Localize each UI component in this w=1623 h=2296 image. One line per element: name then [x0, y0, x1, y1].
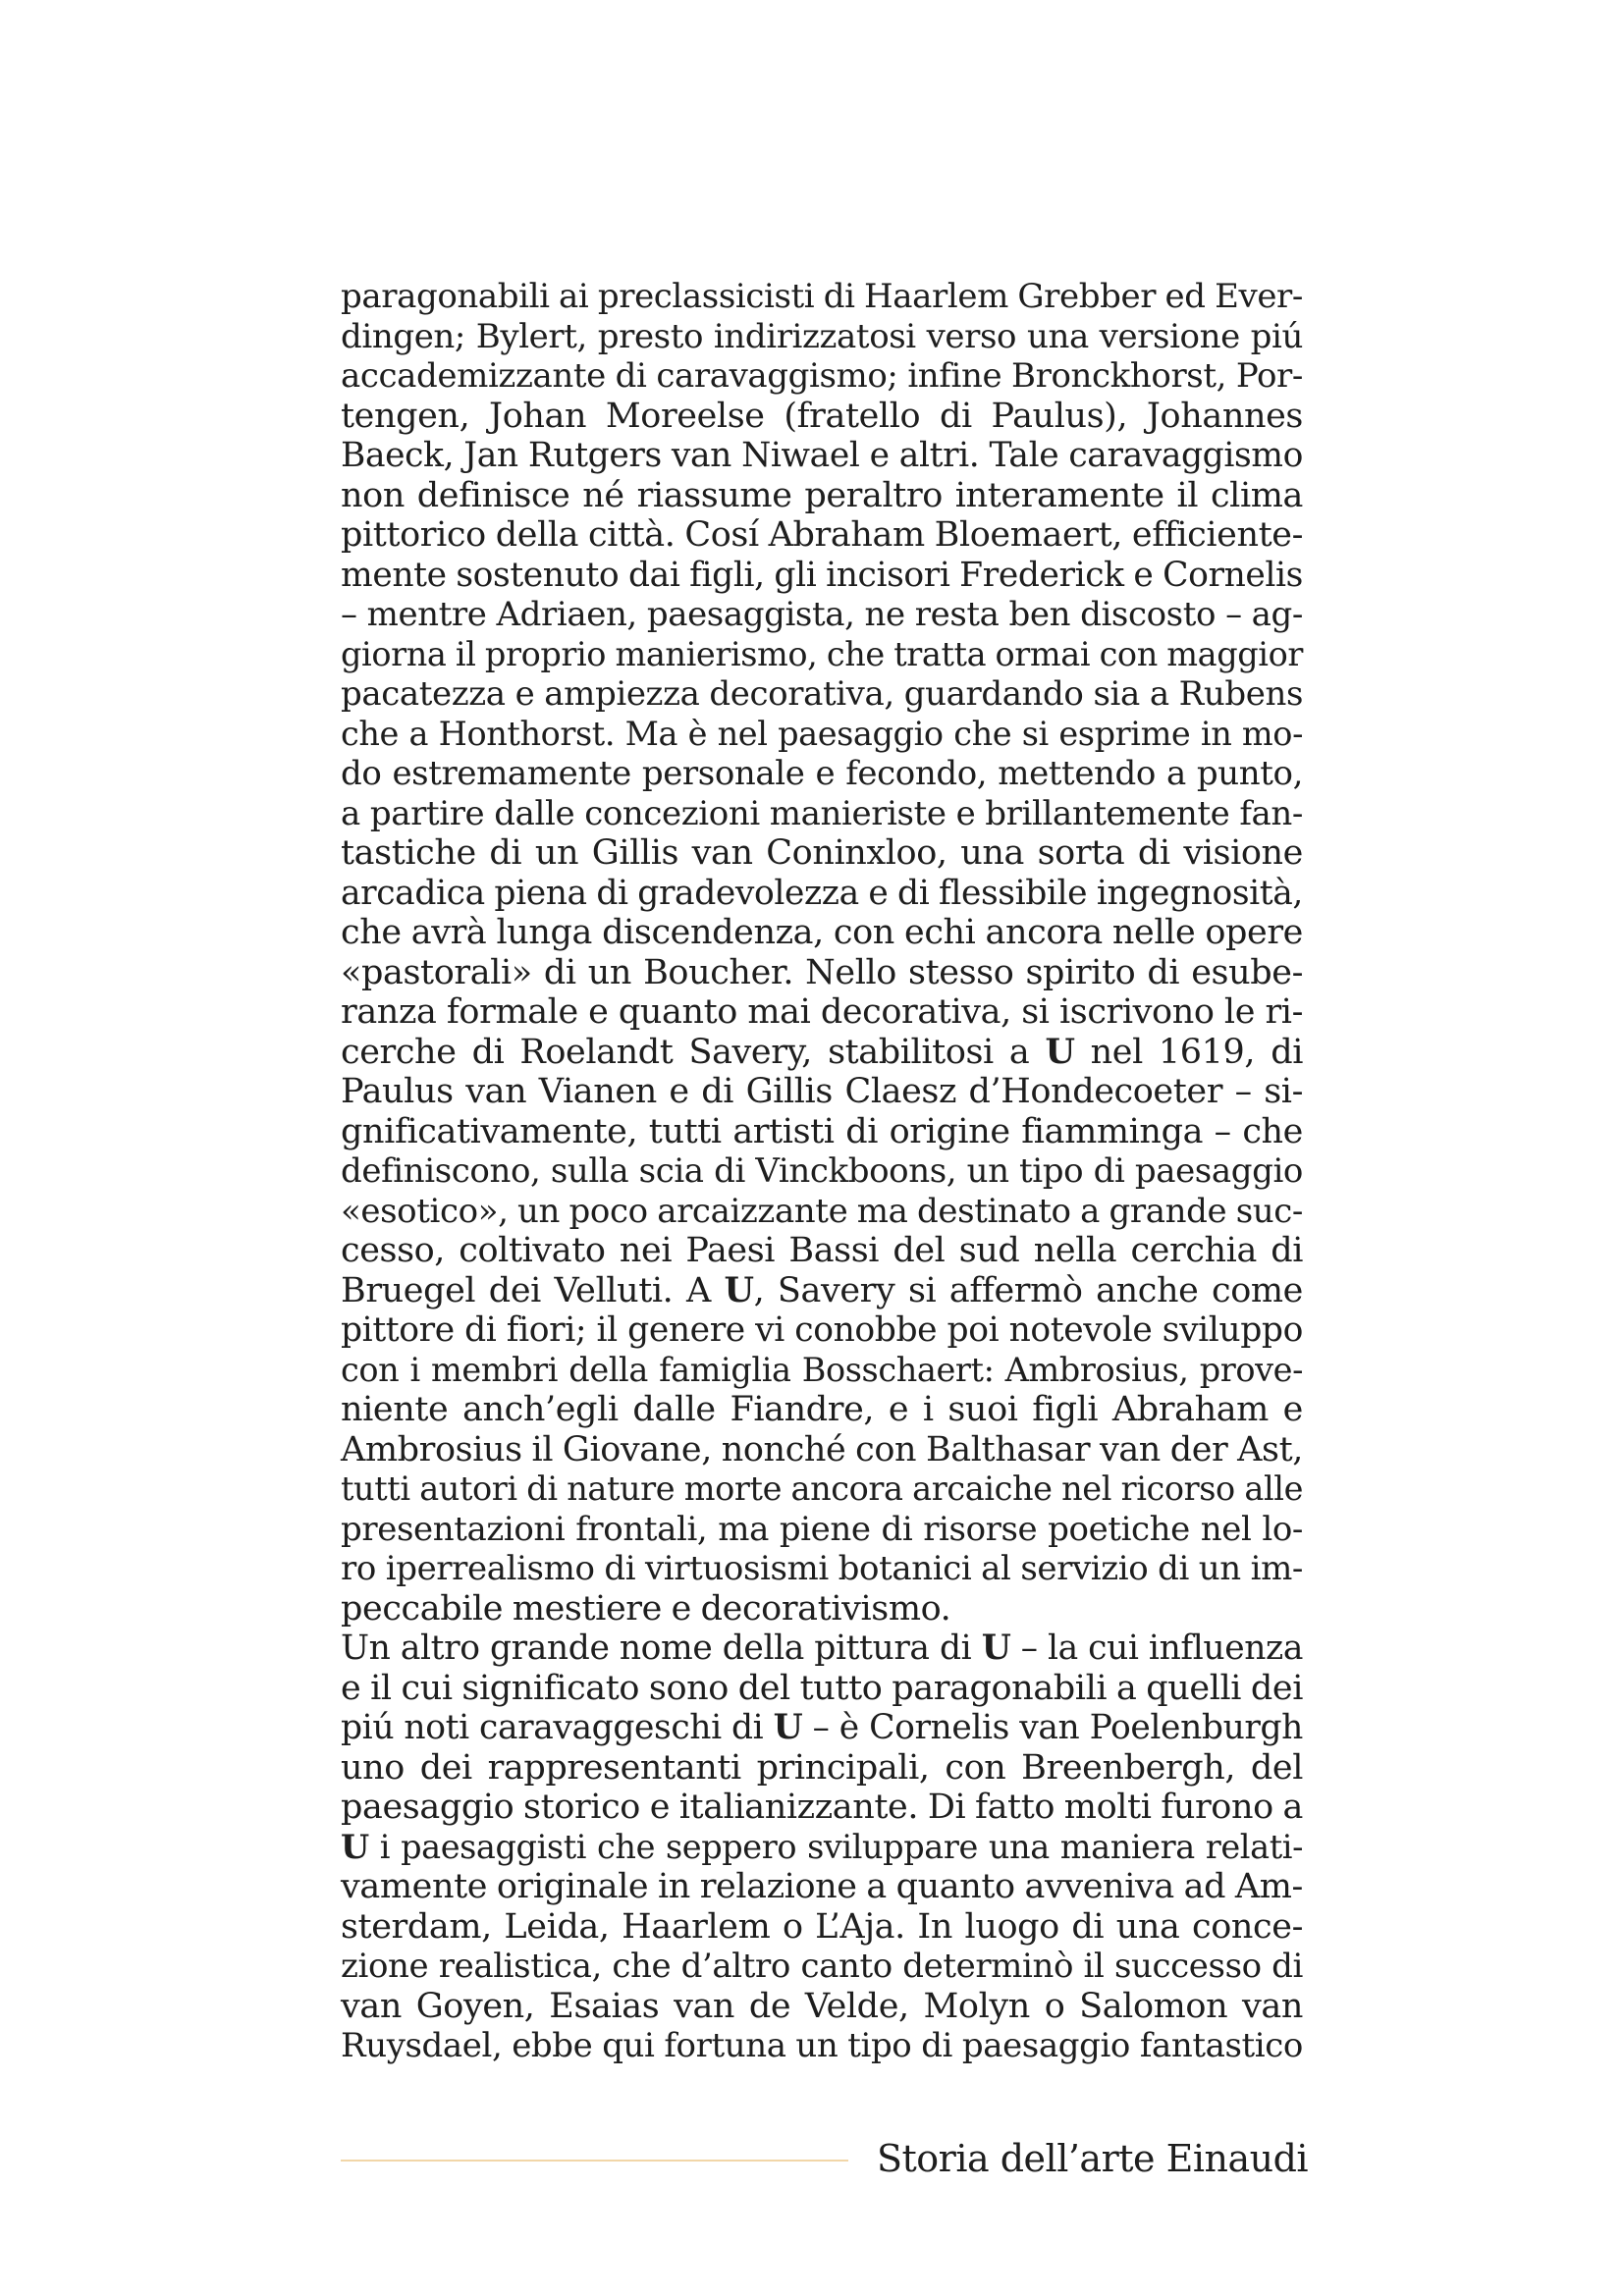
text-line: e il cui significato sono del tutto paragonabili a quelli dei — [341, 1668, 1303, 1708]
text-line: tutti autori di nature morte ancora arcaiche nel ricorso alle — [341, 1469, 1303, 1508]
text-line: pittorico della città. Cosí Abraham Bloemaert, efficiente- — [341, 515, 1303, 555]
text-line: ranza formale e quanto mai decorativa, si iscrivono le ri- — [341, 992, 1303, 1032]
text-line: sterdam, Leida, Haarlem o L’Aja. In luogo di una conce- — [341, 1906, 1303, 1947]
text-line: do estremamente personale e fecondo, mettendo a punto, — [341, 754, 1303, 793]
text-line: gnificativamente, tutti artisti di origine fiamminga – che — [341, 1111, 1303, 1151]
text-line: a partire dalle concezioni manieriste e brillantemente fan- — [341, 793, 1303, 833]
text-segment: Un altro grande nome della pittura di — [341, 1629, 982, 1668]
paragraph-2 — [341, 1629, 1303, 2066]
text-line: tengen, Johan Moreelse (fratello di Paulus), Johannes — [341, 396, 1303, 436]
text-line — [341, 1629, 1303, 1669]
text-line: pittore di fiori; il genere vi conobbe poi notevole sviluppo — [341, 1310, 1303, 1350]
text-segment: – la cui influenza — [1010, 1629, 1303, 1668]
footer-divider — [341, 2160, 848, 2162]
text-segment: , Savery si affermò anche come — [753, 1270, 1303, 1310]
text-line: peccabile mestiere e decorativismo. — [341, 1588, 951, 1629]
city-abbreviation: U — [341, 1827, 369, 1866]
paragraph-1 — [341, 277, 1303, 1629]
text-line: uno dei rappresentanti principali, con Breenbergh, del — [341, 1747, 1303, 1788]
text-line: – mentre Adriaen, paesaggista, ne resta ben discosto – ag- — [341, 595, 1303, 634]
text-line: dingen; Bylert, presto indirizzatosi verso una versione piú — [341, 316, 1303, 356]
text-line: vamente originale in relazione a quanto avveniva ad Am- — [341, 1867, 1303, 1906]
text-segment: – è Cornelis van Poelenburgh — [802, 1708, 1303, 1747]
text-segment: cerche di Roelandt Savery, stabilitosi a — [341, 1032, 1046, 1072]
city-abbreviation: U — [981, 1629, 1011, 1668]
text-line: «esotico», un poco arcaizzante ma destinato a grande suc- — [341, 1191, 1303, 1231]
text-line: zione realistica, che d’altro canto determinò il successo di — [341, 1947, 1303, 1986]
text-line: paragonabili ai preclassicisti di Haarlem Grebber ed Ever- — [341, 277, 1303, 316]
text-line: Paulus van Vianen e di Gillis Claesz d’Hondecoeter – si- — [341, 1072, 1303, 1111]
text-line: ro iperrealismo di virtuosismi botanici al servizio di un im- — [341, 1549, 1303, 1588]
city-abbreviation: U — [773, 1708, 803, 1747]
text-line: presentazioni frontali, ma piene di risorse poetiche nel lo- — [341, 1509, 1303, 1549]
text-line — [341, 1271, 1303, 1311]
footer-book-title: Storia dell’arte Einaudi — [877, 2137, 1309, 2180]
text-line — [341, 1828, 1303, 1868]
text-line: con i membri della famiglia Bosschaert: Ambrosius, prove- — [341, 1350, 1303, 1389]
text-segment: nel 1619, di — [1074, 1032, 1303, 1072]
text-line: che avrà lunga discendenza, con echi ancora nelle opere — [341, 913, 1303, 952]
city-abbreviation: U — [1045, 1031, 1075, 1072]
text-line — [341, 1033, 1303, 1073]
text-line: niente anch’egli dalle Fiandre, e i suoi figli Abraham e — [341, 1390, 1303, 1429]
text-line: che a Honthorst. Ma è nel paesaggio che si esprime in mo- — [341, 714, 1303, 753]
text-line: Baeck, Jan Rutgers van Niwael e altri. Tale caravaggismo — [341, 436, 1303, 475]
text-line: non definisce né riassume peraltro interamente il clima — [341, 475, 1303, 515]
text-segment: i paesaggisti che seppero sviluppare una maniera relati- — [368, 1827, 1303, 1866]
text-line — [341, 1708, 1303, 1748]
text-line: paesaggio storico e italianizzante. Di fatto molti furono a — [341, 1788, 1303, 1827]
text-line: mente sostenuto dai figli, gli incisori Frederick e Cornelis — [341, 555, 1303, 595]
text-line: giorna il proprio manierismo, che tratta ormai con maggior — [341, 634, 1303, 673]
text-line: cesso, coltivato nei Paesi Bassi del sud nella cerchia di — [341, 1231, 1303, 1270]
body-text — [341, 277, 1303, 2066]
text-line: accademizzante di caravaggismo; infine Bronckhorst, Por- — [341, 356, 1303, 396]
text-line: van Goyen, Esaias van de Velde, Molyn o Salomon van — [341, 1986, 1303, 2026]
text-line: tastiche di un Gillis van Coninxloo, una sorta di visione — [341, 833, 1303, 873]
text-line: definiscono, sulla scia di Vinckboons, un tipo di paesaggio — [341, 1151, 1303, 1191]
city-abbreviation: U — [724, 1269, 754, 1310]
text-segment: Bruegel dei Velluti. A — [341, 1270, 725, 1310]
text-line: Ruysdael, ebbe qui fortuna un tipo di paesaggio fantastico — [341, 2026, 1303, 2065]
text-line: pacatezza e ampiezza decorativa, guardando sia a Rubens — [341, 674, 1303, 714]
text-line: Ambrosius il Giovane, nonché con Balthasar van der Ast, — [341, 1429, 1303, 1469]
text-line: arcadica piena di gradevolezza e di flessibile ingegnosità, — [341, 873, 1303, 913]
text-line: «pastorali» di un Boucher. Nello stesso spirito di esube- — [341, 952, 1303, 992]
text-segment: piú noti caravaggeschi di — [341, 1708, 774, 1747]
